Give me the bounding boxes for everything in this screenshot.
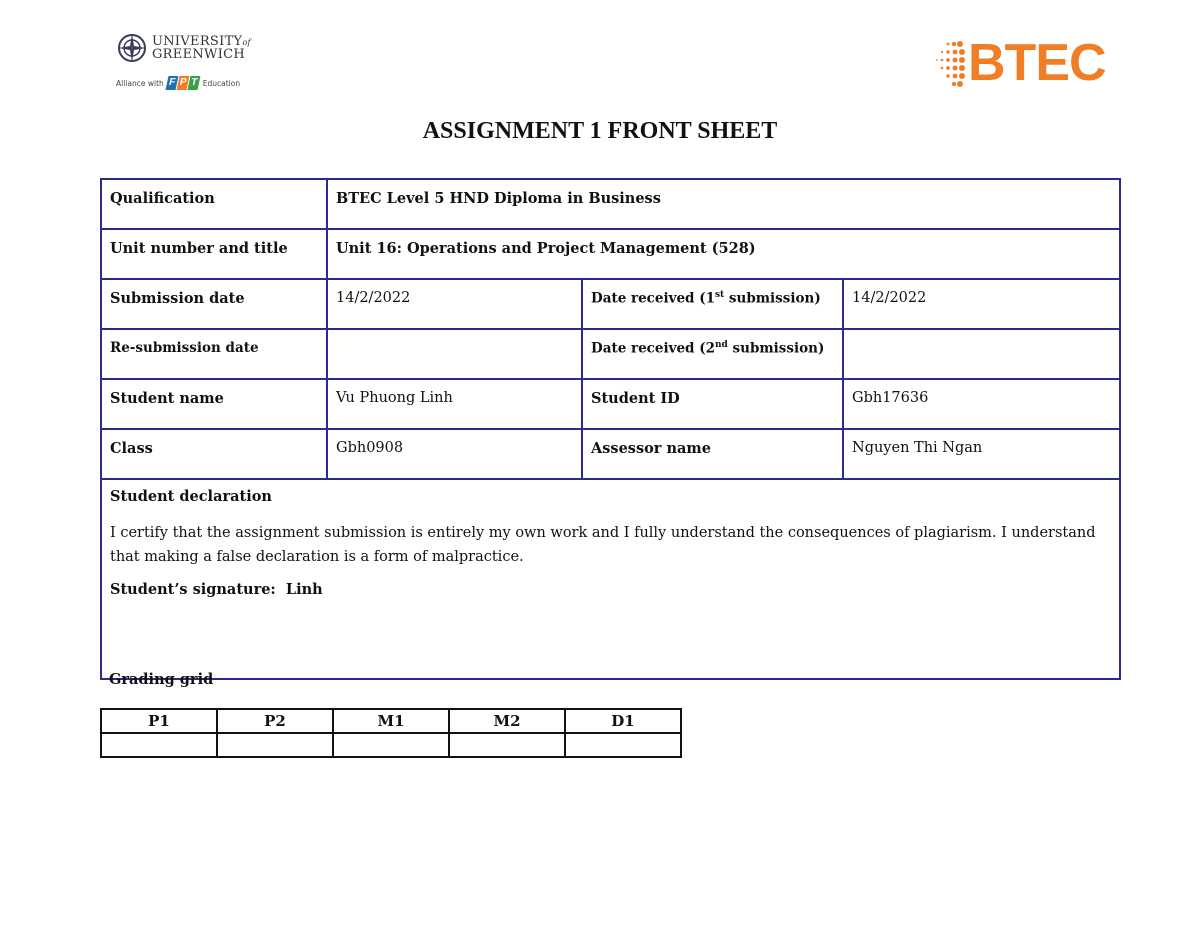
date-received-1-label: Date received (1st submission) — [582, 279, 843, 329]
university-of-greenwich-logo: UNIVERSITYof GREENWICH Alliance with F P T Education — [116, 33, 251, 88]
table-row — [101, 279, 1120, 329]
resubmission-date-value — [327, 329, 582, 379]
submission-date-label: Submission date — [101, 279, 327, 329]
signature-value: Linh — [285, 581, 323, 598]
signature-line: Student’s signature: Linh — [110, 581, 323, 598]
table-row — [101, 329, 1120, 379]
grade-cell — [217, 733, 333, 757]
declaration-heading: Student declaration — [110, 488, 272, 505]
declaration-text: I certify that the assignment submission is entirely my own work and I fully understand the consequences of plagiarism. I understand that making a false declaration is a form of malpractice. — [110, 525, 1096, 565]
grade-cell — [565, 733, 681, 757]
table-row — [101, 733, 681, 757]
table-row — [101, 379, 1120, 429]
submission-date-value: 14/2/2022 — [327, 279, 582, 329]
page-title: ASSIGNMENT 1 FRONT SHEET — [422, 118, 778, 144]
student-declaration — [101, 479, 1120, 679]
resubmission-date-label: Re-submission date — [101, 329, 327, 379]
assessor-label: Assessor name — [582, 429, 843, 479]
btec-logo: BTEC — [934, 34, 1124, 92]
grade-cell — [101, 733, 217, 757]
grading-grid-label: Grading grid — [109, 671, 214, 688]
unit-value: Unit 16: Operations and Project Management (528) — [327, 229, 1120, 279]
qualification-label: Qualification — [101, 179, 327, 229]
compass-crest-icon — [116, 32, 148, 64]
table-row — [101, 229, 1120, 279]
grading-grid — [100, 708, 682, 758]
unit-label: Unit number and title — [101, 229, 327, 279]
grade-cell — [449, 733, 565, 757]
student-name-label: Student name — [101, 379, 327, 429]
date-received-1-value: 14/2/2022 — [843, 279, 1120, 329]
table-row — [101, 709, 681, 733]
grade-header-p1: P1 — [101, 709, 217, 733]
fpt-alliance-logo: Alliance with F P T Education — [116, 77, 241, 88]
date-received-2-label: Date received (2nd submission) — [582, 329, 843, 379]
student-id-label: Student ID — [582, 379, 843, 429]
grade-header-m2: M2 — [449, 709, 565, 733]
grade-header-d1: D1 — [565, 709, 681, 733]
qualification-value: BTEC Level 5 HND Diploma in Business — [327, 179, 1120, 229]
student-name-value: Vu Phuong Linh — [327, 379, 582, 429]
fpt-logo-icon: F P T — [167, 76, 200, 90]
grade-cell — [333, 733, 449, 757]
class-value: Gbh0908 — [327, 429, 582, 479]
date-received-2-value — [843, 329, 1120, 379]
btec-dots-icon — [934, 38, 966, 88]
front-sheet-table — [100, 178, 1121, 680]
table-row — [101, 429, 1120, 479]
student-id-value: Gbh17636 — [843, 379, 1120, 429]
grade-header-p2: P2 — [217, 709, 333, 733]
class-label: Class — [101, 429, 327, 479]
assessor-value: Nguyen Thi Ngan — [843, 429, 1120, 479]
table-row — [101, 179, 1120, 229]
table-row — [101, 479, 1120, 679]
grade-header-m1: M1 — [333, 709, 449, 733]
